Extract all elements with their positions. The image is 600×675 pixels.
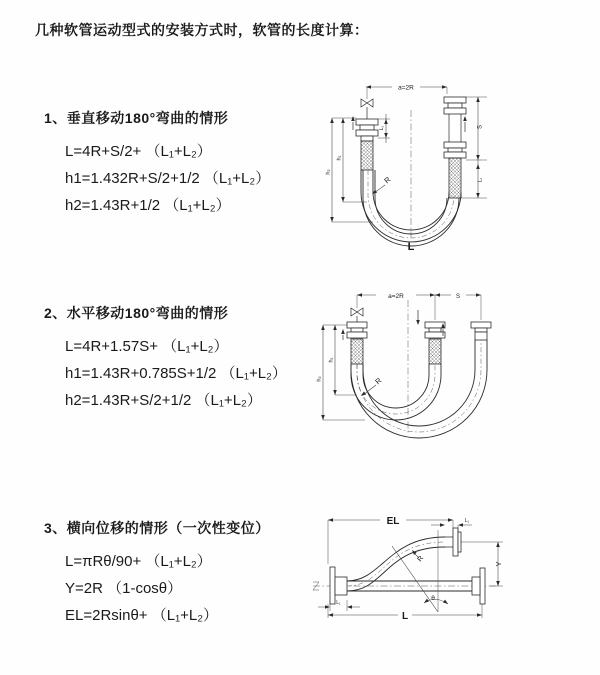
formula-line: L=πRθ/90+ （L₁+L₂） <box>65 553 212 570</box>
dim-label-span: a=2R <box>388 293 404 300</box>
formula-line: h1=1.43R+0.785S+1/2 （L₁+L₂） <box>65 365 287 382</box>
dim-arrow-icon <box>476 155 480 160</box>
fixed-fitting <box>347 322 367 338</box>
dim-arrow-icon <box>328 613 333 617</box>
dim-arrow-icon <box>496 542 500 547</box>
dim-arrow-icon <box>351 116 355 121</box>
section-1-heading: 1、垂直移动180°弯曲的情形 <box>44 110 229 126</box>
rotation-arrow-icon <box>424 599 429 603</box>
dim-arrow-icon <box>476 193 480 198</box>
left-fitting <box>356 119 378 141</box>
formula-line: Y=2R （1-cosθ） <box>65 580 183 597</box>
dim-arrow-icon <box>476 164 480 169</box>
valve-icon <box>361 99 373 119</box>
dim-arrow-icon <box>321 415 325 420</box>
dim-label-length: L <box>407 241 415 253</box>
braided-hose-section <box>361 141 373 170</box>
formula-line: h2=1.43R+S/2+1/2 （L₁+L₂） <box>65 392 262 409</box>
dim-arrow-icon <box>325 605 330 609</box>
dim-label-fitting: L₁ <box>379 125 385 131</box>
dim-label-radius: R <box>373 375 384 387</box>
dim-arrow-icon <box>416 320 420 325</box>
braided-hose-section <box>449 158 461 198</box>
displaced-flange <box>445 528 461 556</box>
dim-arrow-icon <box>463 116 467 121</box>
section-3 <box>44 518 270 629</box>
dim-label-h2: h₂ <box>325 169 332 175</box>
dim-arrow-icon <box>330 217 334 222</box>
section-1-formulas <box>65 138 270 219</box>
dim-arrow-icon <box>321 325 325 330</box>
dim-label-el: EL <box>386 516 400 527</box>
section-1 <box>44 108 270 219</box>
dim-arrow-icon <box>430 293 435 297</box>
dim-arrow-icon <box>476 293 481 297</box>
right-fitting-lower <box>444 142 466 158</box>
moving-fitting-position-1 <box>425 322 445 338</box>
dim-label-length: L <box>401 611 409 622</box>
moving-fitting-position-2 <box>471 322 491 340</box>
formula-line: h1=1.432R+S/2+1/2 （L₁+L₂） <box>65 170 271 187</box>
dim-label-stroke: S <box>455 294 461 300</box>
dim-arrow-icon <box>330 118 334 123</box>
page-title: 几种软管运动型式的安装方式时，软管的长度计算： <box>35 22 369 38</box>
dim-arrow-icon <box>440 523 445 527</box>
dim-arrow-icon <box>333 390 337 395</box>
dim-arrow-icon <box>384 119 388 124</box>
hose-curves <box>351 340 487 438</box>
dim-arrow-icon <box>458 523 463 527</box>
dim-label-span: a=2R <box>398 84 414 92</box>
section-3-formulas <box>65 548 270 629</box>
dim-label-offset: Y <box>494 561 503 567</box>
diagram-lateral-displacement <box>300 508 600 628</box>
rigid-pipe <box>449 114 461 142</box>
diagram-vertical-180-bend <box>315 70 600 260</box>
dim-label-h2: h₂ <box>316 376 323 382</box>
braided-hose-section <box>429 339 441 364</box>
right-flange <box>472 568 485 604</box>
braided-hose-section <box>351 339 363 364</box>
section-2 <box>44 303 287 414</box>
dim-arrow-icon <box>347 605 352 609</box>
dim-label-stroke: S <box>477 124 484 130</box>
formula-line: EL=2Rsinθ+ （L₁+L₂） <box>65 607 219 624</box>
dim-arrow-icon <box>341 197 345 202</box>
section-3-heading: 3、横向位移的情形（一次性变位） <box>44 520 270 536</box>
dim-arrow-icon <box>341 118 345 123</box>
diagram-horizontal-180-bend <box>310 282 600 462</box>
dim-label-radius: R <box>416 554 426 564</box>
dim-label-h1: h₁ <box>336 155 343 161</box>
hose-displaced-position <box>347 537 445 591</box>
dim-label-fitting: L₁ <box>477 177 484 183</box>
right-fitting-upper <box>444 97 466 114</box>
dim-arrow-icon <box>384 133 388 138</box>
dim-arrow-icon <box>341 329 345 334</box>
section-2-heading: 2、水平移动180°弯曲的情形 <box>44 305 229 321</box>
valve-icon <box>351 308 363 322</box>
formula-line: L=4R+1.57S+ （L₁+L₂） <box>65 338 229 355</box>
section-2-formulas <box>65 333 287 414</box>
formula-line: L=4R+S/2+ （L₁+L₂） <box>65 143 212 160</box>
dim-label-radius: R <box>382 174 393 186</box>
dim-arrow-icon <box>333 325 337 330</box>
dim-arrow-icon <box>435 293 440 297</box>
dim-arrow-icon <box>328 518 333 522</box>
dim-label-fitting: L₁ <box>464 518 470 524</box>
dim-label-fitting: L₁ <box>336 600 341 606</box>
dim-arrow-icon <box>496 581 500 586</box>
dim-arrow-icon <box>476 97 480 102</box>
rotation-arrow-icon <box>443 600 448 604</box>
dim-arrow-icon <box>477 613 482 617</box>
dim-arrow-icon <box>448 518 453 522</box>
dim-label-h1: h₁ <box>328 357 335 363</box>
left-flange <box>330 567 347 604</box>
dim-label-angle: θ <box>431 595 435 602</box>
dim-arrow-icon <box>357 293 362 297</box>
dim-arrow-icon <box>442 85 447 89</box>
formula-line: h2=1.43R+1/2 （L₁+L₂） <box>65 197 231 214</box>
